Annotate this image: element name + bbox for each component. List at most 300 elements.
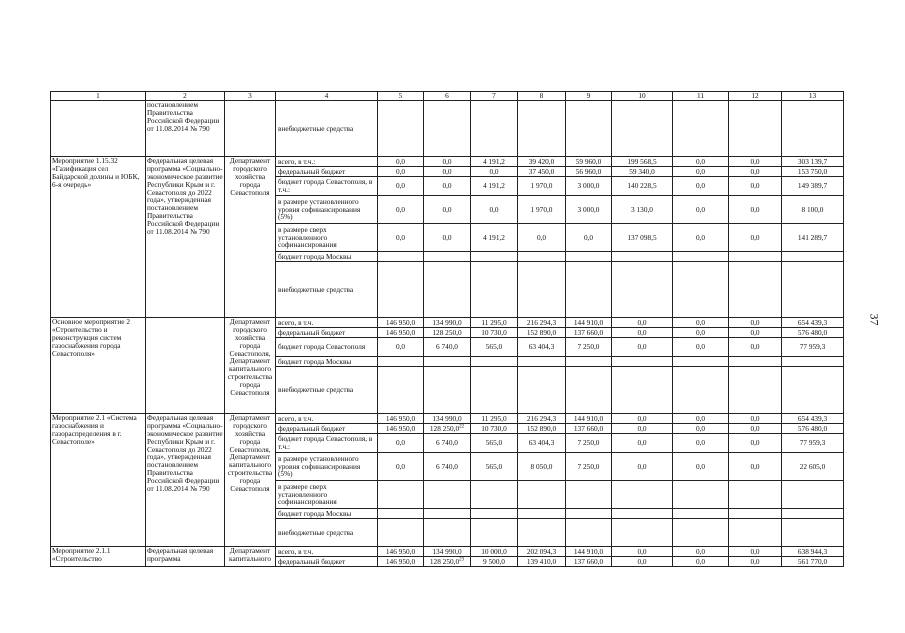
value-text: 0,0 xyxy=(637,438,647,448)
value-cell xyxy=(782,557,844,567)
value-cell xyxy=(612,434,673,453)
value-cell xyxy=(378,547,424,557)
value-cell xyxy=(471,453,518,481)
table-row xyxy=(51,414,844,424)
value-text: 576 480,0 xyxy=(797,423,828,433)
value-text: 8 100,0 xyxy=(801,204,824,214)
value-text: 0,0 xyxy=(695,461,706,471)
value-text: 0,0 xyxy=(442,181,452,191)
value-cell xyxy=(673,547,729,557)
value-text: 0,0 xyxy=(489,166,499,176)
value-cell xyxy=(782,367,844,414)
value-cell xyxy=(782,519,844,547)
value-text: 153 750,0 xyxy=(797,166,828,176)
executor-cell: Департамент городского хозяйства города Севастополя, Департамент капитального строительства города Севастополя xyxy=(225,414,276,547)
value-cell xyxy=(471,338,518,357)
value-cell xyxy=(424,557,471,567)
value-text: 0,0 xyxy=(637,342,647,352)
value-cell xyxy=(782,338,844,357)
value-text: 140 228,5 xyxy=(627,181,657,191)
value-cell xyxy=(424,481,471,509)
value-text: 0,0 xyxy=(695,166,706,176)
value-text: 137 660,0 xyxy=(573,327,604,337)
value-text: 0,0 xyxy=(395,156,406,166)
value-cell xyxy=(566,509,612,519)
value-text: 0,0 xyxy=(695,342,706,352)
value-text: 0,0 xyxy=(695,423,706,433)
value-text: 0,0 xyxy=(750,556,760,566)
value-text: 0,0 xyxy=(695,546,706,556)
value-cell xyxy=(378,157,424,167)
value-cell xyxy=(729,481,782,509)
value-text: 216 294,3 xyxy=(526,317,557,327)
value-text: 216 294,3 xyxy=(526,413,557,423)
value-text: 63 404,3 xyxy=(528,438,555,448)
funding-source-cell: бюджет города Севастополя xyxy=(276,338,378,357)
value-cell xyxy=(518,262,566,318)
value-cell xyxy=(378,481,424,509)
column-number-cell: 9 xyxy=(566,92,612,101)
funding-source-cell: всего, в т.ч.: xyxy=(276,157,378,167)
program-cell: Федеральная целевая программа xyxy=(146,547,225,567)
value-cell xyxy=(378,453,424,481)
value-cell xyxy=(673,509,729,519)
value-cell xyxy=(378,367,424,414)
value-cell xyxy=(471,367,518,414)
value-text: 56 960,0 xyxy=(575,166,602,176)
value-cell xyxy=(566,196,612,224)
value-cell xyxy=(782,328,844,338)
value-cell xyxy=(378,519,424,547)
value-cell xyxy=(566,262,612,318)
value-text: 561 770,0 xyxy=(797,556,828,566)
value-text: 0,0 xyxy=(395,204,406,214)
value-cell xyxy=(424,177,471,196)
value-cell xyxy=(518,157,566,167)
value-cell xyxy=(471,434,518,453)
column-number-cell: 4 xyxy=(276,92,378,101)
value-cell xyxy=(471,101,518,157)
value-text: 0,0 xyxy=(637,546,647,556)
table-row xyxy=(51,318,844,328)
value-cell xyxy=(566,338,612,357)
value-cell xyxy=(782,434,844,453)
value-cell xyxy=(566,557,612,567)
column-number-cell: 1 xyxy=(51,92,146,101)
value-cell xyxy=(729,357,782,367)
value-cell xyxy=(378,101,424,157)
value-cell xyxy=(471,357,518,367)
funding-source-cell: в размере установленного уровня софинансирования (5%) xyxy=(276,453,378,481)
program-cell: постановлением Правительства Российской Федерации от 11.08.2014 № 790 xyxy=(146,101,225,157)
value-cell xyxy=(612,318,673,328)
value-text: 0,0 xyxy=(395,342,406,352)
value-cell xyxy=(378,357,424,367)
value-cell xyxy=(471,328,518,338)
value-cell xyxy=(673,519,729,547)
value-text: 0,0 xyxy=(750,342,760,352)
value-text: 149 389,7 xyxy=(797,181,828,191)
value-cell xyxy=(471,157,518,167)
footnote-mark: 23 xyxy=(459,557,465,563)
value-text: 152 890,0 xyxy=(526,423,557,433)
value-text: 37 450,0 xyxy=(528,166,555,176)
value-text: 0,0 xyxy=(695,181,706,191)
value-cell xyxy=(378,424,424,434)
value-cell xyxy=(518,101,566,157)
value-cell xyxy=(424,509,471,519)
value-cell xyxy=(673,414,729,424)
value-cell xyxy=(729,328,782,338)
funding-source-cell: внебюджетные средства xyxy=(276,262,378,318)
value-cell xyxy=(782,262,844,318)
value-cell xyxy=(612,196,673,224)
value-cell xyxy=(378,509,424,519)
column-number-cell: 5 xyxy=(378,92,424,101)
funding-source-cell: бюджет города Севастополя, в т.ч.: xyxy=(276,434,378,453)
value-cell xyxy=(782,509,844,519)
value-cell xyxy=(782,424,844,434)
value-cell xyxy=(424,157,471,167)
value-text: 128 250,0 xyxy=(432,327,462,337)
value-cell xyxy=(378,557,424,567)
value-cell xyxy=(673,196,729,224)
value-cell xyxy=(378,328,424,338)
value-text: 0,0 xyxy=(750,461,760,471)
value-cell xyxy=(518,318,566,328)
value-cell xyxy=(378,338,424,357)
value-cell xyxy=(673,357,729,367)
value-cell xyxy=(673,157,729,167)
table-row xyxy=(51,101,844,157)
value-text: 0,0 xyxy=(695,327,706,337)
value-text: 139 410,0 xyxy=(526,556,557,566)
value-text: 199 568,5 xyxy=(627,156,657,166)
value-text: 6 740,0 xyxy=(436,438,458,448)
value-cell xyxy=(518,519,566,547)
value-cell xyxy=(729,196,782,224)
value-cell xyxy=(424,424,471,434)
page-number: 37 xyxy=(867,313,882,326)
value-cell xyxy=(424,262,471,318)
value-text: 0,0 xyxy=(750,546,760,556)
value-text: 0,0 xyxy=(750,438,760,448)
value-text: 7 250,0 xyxy=(577,461,600,471)
value-cell xyxy=(729,101,782,157)
funding-source-cell: в размере сверх установленного софинансирования xyxy=(276,481,378,509)
value-cell xyxy=(612,519,673,547)
value-cell xyxy=(424,318,471,328)
column-number-cell: 2 xyxy=(146,92,225,101)
value-text: 0,0 xyxy=(637,461,647,471)
value-text: 638 944,3 xyxy=(797,546,828,556)
value-cell xyxy=(782,357,844,367)
value-cell xyxy=(782,453,844,481)
value-cell xyxy=(673,328,729,338)
value-text: 565,0 xyxy=(485,438,503,448)
value-cell xyxy=(566,424,612,434)
funding-source-cell: федеральный бюджет xyxy=(276,167,378,177)
value-text: 6 740,0 xyxy=(436,342,458,352)
value-cell xyxy=(518,434,566,453)
value-text: 0,0 xyxy=(695,156,706,166)
value-text: 0,0 xyxy=(750,181,760,191)
value-text: 134 990,0 xyxy=(432,413,462,423)
value-cell xyxy=(424,453,471,481)
value-text: 0,0 xyxy=(442,204,452,214)
value-text: 59 960,0 xyxy=(575,156,602,166)
value-cell xyxy=(424,414,471,424)
value-cell xyxy=(782,177,844,196)
value-text: 10 000,0 xyxy=(481,546,507,556)
column-number-cell: 3 xyxy=(225,92,276,101)
value-text: 10 730,0 xyxy=(481,423,507,433)
value-text: 202 094,3 xyxy=(526,546,557,556)
value-cell xyxy=(782,481,844,509)
program-cell xyxy=(146,318,225,414)
value-cell xyxy=(782,224,844,252)
value-text: 0,0 xyxy=(637,327,647,337)
value-cell xyxy=(612,453,673,481)
value-text: 303 139,7 xyxy=(797,156,828,166)
value-text: 3 130,0 xyxy=(631,204,653,214)
value-cell xyxy=(612,262,673,318)
value-text: 4 191,2 xyxy=(483,181,505,191)
value-cell xyxy=(566,224,612,252)
value-text: 146 950,0 xyxy=(385,556,416,566)
value-text: 0,0 xyxy=(395,438,406,448)
program-cell: Федеральная целевая программа «Социально-экономическое развитие Республики Крым и г. Севастополя до 2022 года», утвержденная постановлением Правительства Российской Федерации от 11.08.2014 № 790 xyxy=(146,157,225,318)
value-text: 0,0 xyxy=(395,166,406,176)
measure-name-cell: Основное мероприятие 2 «Строительство и реконструкция систем газоснабжения города Севастополя» xyxy=(51,318,146,414)
value-text: 565,0 xyxy=(485,342,503,352)
column-number-cell: 12 xyxy=(729,92,782,101)
funding-source-cell: бюджет города Москвы xyxy=(276,509,378,519)
value-cell xyxy=(612,101,673,157)
value-cell xyxy=(424,167,471,177)
value-cell xyxy=(424,196,471,224)
value-cell xyxy=(782,547,844,557)
value-cell xyxy=(518,252,566,262)
value-text: 0,0 xyxy=(750,423,760,433)
value-cell xyxy=(612,509,673,519)
value-cell xyxy=(612,414,673,424)
value-text: 22 605,0 xyxy=(799,461,826,471)
value-text: 144 910,0 xyxy=(573,413,604,423)
value-text: 4 191,2 xyxy=(483,156,505,166)
value-cell xyxy=(471,481,518,509)
value-text: 0,0 xyxy=(695,317,706,327)
value-text: 654 439,3 xyxy=(797,413,828,423)
value-text: 0,0 xyxy=(442,232,452,242)
value-text: 137 660,0 xyxy=(573,556,604,566)
column-number-cell: 7 xyxy=(471,92,518,101)
value-text: 146 950,0 xyxy=(385,546,416,556)
value-cell xyxy=(518,453,566,481)
value-cell xyxy=(782,252,844,262)
value-cell xyxy=(471,557,518,567)
value-cell xyxy=(424,367,471,414)
value-text: 63 404,3 xyxy=(528,342,555,352)
program-cell: Федеральная целевая программа «Социально-экономическое развитие Республики Крым и г. Севастополя до 2022 года», утвержденная постановлением Правительства Российской Федерации от 11.08.2014 № 790 xyxy=(146,414,225,547)
value-cell xyxy=(471,262,518,318)
value-cell xyxy=(566,414,612,424)
value-cell xyxy=(782,196,844,224)
value-cell xyxy=(612,357,673,367)
value-cell xyxy=(673,434,729,453)
value-text: 134 990,0 xyxy=(432,317,462,327)
value-cell xyxy=(378,262,424,318)
value-cell xyxy=(729,262,782,318)
value-text: 0,0 xyxy=(695,232,706,242)
measure-name-cell: Мероприятие 2.1 «Система газоснабжения и газораспределения в г. Севастополе» xyxy=(51,414,146,547)
value-text: 144 910,0 xyxy=(573,317,604,327)
value-cell xyxy=(378,196,424,224)
value-cell xyxy=(729,557,782,567)
value-cell xyxy=(673,481,729,509)
value-cell xyxy=(729,367,782,414)
value-cell xyxy=(518,557,566,567)
value-cell xyxy=(424,224,471,252)
value-cell xyxy=(729,338,782,357)
executor-cell: Департамент городского хозяйства города Севастополя, Департамент капитального строительства города Севастополя xyxy=(225,318,276,414)
value-text: 0,0 xyxy=(750,317,760,327)
value-text: 0,0 xyxy=(695,438,706,448)
value-cell xyxy=(471,167,518,177)
value-cell xyxy=(673,367,729,414)
funding-source-cell: федеральный бюджет xyxy=(276,557,378,567)
column-number-cell: 10 xyxy=(612,92,673,101)
value-cell xyxy=(518,177,566,196)
value-cell xyxy=(729,519,782,547)
value-cell xyxy=(518,414,566,424)
value-cell xyxy=(566,519,612,547)
funding-source-cell: бюджет города Севастополя, в т.ч.: xyxy=(276,177,378,196)
value-text: 146 950,0 xyxy=(385,317,416,327)
funding-source-cell: внебюджетные средства xyxy=(276,101,378,157)
value-cell xyxy=(729,453,782,481)
value-cell xyxy=(612,252,673,262)
value-text: 9 500,0 xyxy=(483,556,505,566)
value-cell xyxy=(424,338,471,357)
value-cell xyxy=(424,357,471,367)
value-text: 0,0 xyxy=(637,413,647,423)
value-text: 144 910,0 xyxy=(573,546,604,556)
column-number-cell: 6 xyxy=(424,92,471,101)
value-text: 0,0 xyxy=(695,204,706,214)
value-text: 3 000,0 xyxy=(577,181,600,191)
value-cell xyxy=(378,318,424,328)
value-cell xyxy=(424,252,471,262)
value-text: 128 250,0 xyxy=(429,423,460,433)
value-text: 77 959,3 xyxy=(799,438,826,448)
value-cell xyxy=(518,547,566,557)
value-cell xyxy=(729,177,782,196)
value-cell xyxy=(424,434,471,453)
value-text: 146 950,0 xyxy=(385,327,416,337)
value-text: 137 098,5 xyxy=(627,232,657,242)
column-number-row xyxy=(51,92,844,101)
value-text: 7 250,0 xyxy=(577,438,600,448)
value-cell xyxy=(518,338,566,357)
value-cell xyxy=(471,177,518,196)
value-text: 11 295,0 xyxy=(481,413,507,423)
value-cell xyxy=(518,167,566,177)
value-cell xyxy=(471,424,518,434)
value-cell xyxy=(566,481,612,509)
value-cell xyxy=(518,224,566,252)
value-cell xyxy=(729,424,782,434)
executor-cell xyxy=(225,101,276,157)
value-cell xyxy=(673,167,729,177)
value-cell xyxy=(673,177,729,196)
value-text: 0,0 xyxy=(750,204,760,214)
value-cell xyxy=(566,434,612,453)
measure-name-cell: Мероприятие 2.1.1 «Строительство xyxy=(51,547,146,567)
value-cell xyxy=(729,509,782,519)
value-cell xyxy=(782,318,844,328)
value-text: 0,0 xyxy=(442,166,452,176)
table-row xyxy=(51,547,844,557)
value-cell xyxy=(566,318,612,328)
executor-cell: Департамент городского хозяйства города Севастополя xyxy=(225,157,276,318)
value-cell xyxy=(566,453,612,481)
value-text: 0,0 xyxy=(695,556,706,566)
value-text: 134 990,0 xyxy=(432,546,462,556)
value-cell xyxy=(729,167,782,177)
value-cell xyxy=(518,357,566,367)
value-cell xyxy=(673,101,729,157)
funding-source-cell: бюджет города Москвы xyxy=(276,252,378,262)
value-cell xyxy=(729,157,782,167)
value-cell xyxy=(612,481,673,509)
value-text: 3 000,0 xyxy=(577,204,600,214)
value-cell xyxy=(612,424,673,434)
value-cell xyxy=(566,547,612,557)
value-cell xyxy=(673,318,729,328)
value-cell xyxy=(566,167,612,177)
value-text: 0,0 xyxy=(750,413,760,423)
value-text: 141 289,7 xyxy=(797,232,828,242)
column-number-cell: 8 xyxy=(518,92,566,101)
funding-source-cell: в размере сверх установленного софинансирования xyxy=(276,224,378,252)
value-cell xyxy=(566,357,612,367)
value-text: 0,0 xyxy=(750,156,760,166)
value-cell xyxy=(782,157,844,167)
value-cell xyxy=(612,328,673,338)
value-text: 39 420,0 xyxy=(528,156,555,166)
value-cell xyxy=(729,318,782,328)
value-text: 0,0 xyxy=(395,181,406,191)
value-cell xyxy=(471,224,518,252)
value-cell xyxy=(378,224,424,252)
value-cell xyxy=(471,519,518,547)
value-cell xyxy=(471,547,518,557)
value-cell xyxy=(518,196,566,224)
value-cell xyxy=(471,318,518,328)
value-text: 565,0 xyxy=(485,461,503,471)
value-cell xyxy=(673,262,729,318)
value-cell xyxy=(612,167,673,177)
value-cell xyxy=(612,557,673,567)
value-text: 0,0 xyxy=(583,232,594,242)
value-text: 0,0 xyxy=(637,423,647,433)
value-cell xyxy=(729,252,782,262)
value-cell xyxy=(378,252,424,262)
value-cell xyxy=(729,224,782,252)
value-text: 128 250,0 xyxy=(429,556,460,566)
value-cell xyxy=(673,453,729,481)
